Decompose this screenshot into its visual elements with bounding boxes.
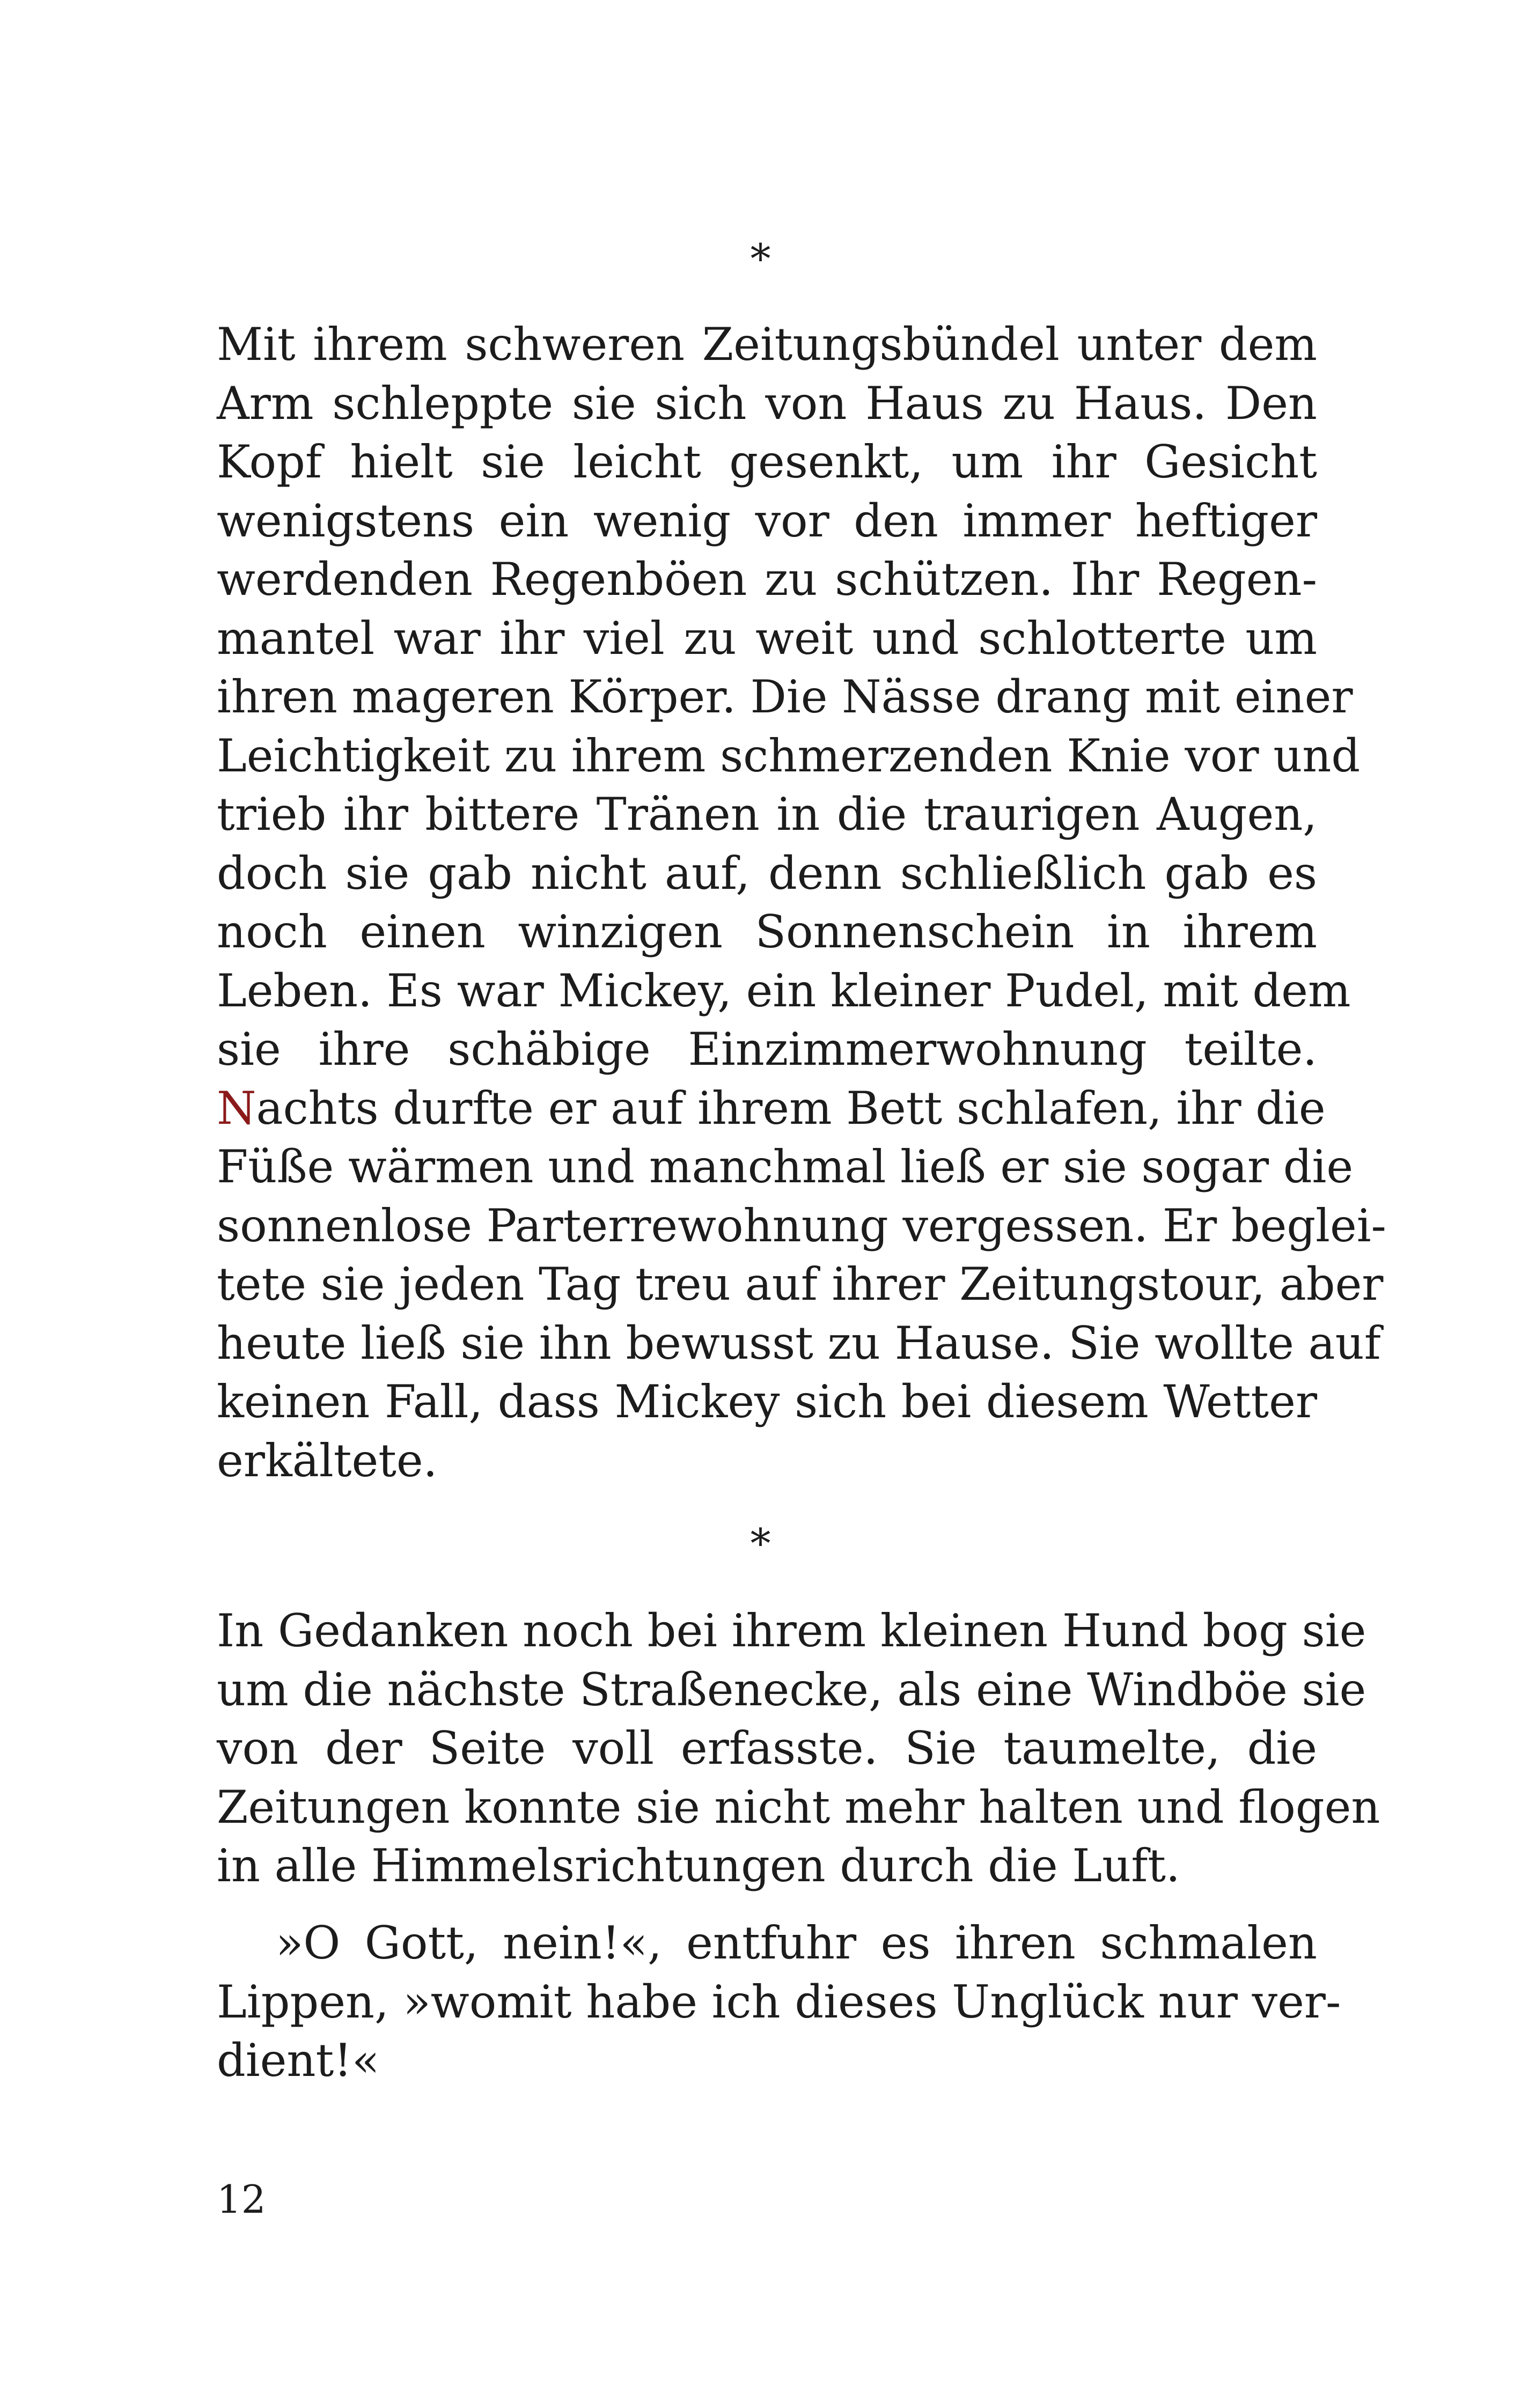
text-line: in alle Himmelsrichtungen durch die Luft. (217, 1839, 1180, 1892)
section-separator-2: * (750, 1520, 771, 1567)
text-line: Lippen, »womit habe ich dieses Unglück nur ver- (217, 1975, 1341, 2028)
text-line: tete sie jeden Tag treu auf ihrer Zeitungstour, aber (217, 1258, 1384, 1310)
accent-letter: N (217, 1081, 256, 1135)
text-line: sonnenlose Parterrewohnung vergessen. Er beglei- (217, 1199, 1386, 1252)
paragraph-1 (217, 315, 1386, 1490)
text-line: Zeitungen konnte sie nicht mehr halten und flogen (217, 1780, 1380, 1833)
text-line: dient!« (217, 2034, 380, 2087)
text-line-rest: achts durfte er auf ihrem Bett schlafen, ihr die (256, 1081, 1326, 1135)
text-line: Kopf hielt sie leicht gesenkt, um ihr Gesicht (217, 436, 1317, 488)
text-line-accent (217, 1079, 1326, 1138)
text-line: Füße wärmen und manchmal ließ er sie sogar die (217, 1140, 1354, 1193)
text-line: wenigstens ein wenig vor den immer heftiger (217, 494, 1317, 547)
text-line: noch einen winzigen Sonnenschein in ihrem (217, 905, 1317, 958)
text-line: trieb ihr bittere Tränen in die traurigen Augen, (217, 788, 1317, 841)
text-line: In Gedanken noch bei ihrem kleinen Hund bog sie (217, 1604, 1366, 1657)
text-line: keinen Fall, dass Mickey sich bei diesem Wetter (217, 1375, 1317, 1428)
section-separator-1: * (750, 235, 771, 283)
page-number: 12 (217, 2177, 266, 2222)
text-line: erkältete. (217, 1434, 438, 1487)
text-line: »O Gott, nein!«, entfuhr es ihren schmalen (276, 1917, 1317, 1969)
text-line: um die nächste Straßenecke, als eine Windböe sie (217, 1663, 1366, 1716)
text-line: Leichtigkeit zu ihrem schmerzenden Knie vor und (217, 729, 1361, 782)
text-line: doch sie gab nicht auf, denn schließlich gab es (217, 846, 1317, 900)
paragraph-3 (217, 1914, 1341, 2090)
text-line: mantel war ihr viel zu weit und schlotterte um (217, 612, 1317, 665)
text-line: Leben. Es war Mickey, ein kleiner Pudel, mit dem (217, 964, 1351, 1017)
text-line: Arm schleppte sie sich von Haus zu Haus. Den (217, 377, 1317, 430)
text-line: werdenden Regenböen zu schützen. Ihr Regen- (217, 553, 1317, 606)
text-line: ihren mageren Körper. Die Nässe drang mit einer (217, 671, 1353, 723)
text-line: Mit ihrem schweren Zeitungsbündel unter dem (217, 318, 1317, 371)
text-line: sie ihre schäbige Einzimmerwohnung teilte. (217, 1023, 1317, 1076)
text-line: heute ließ sie ihn bewusst zu Hause. Sie wollte auf (217, 1316, 1381, 1369)
paragraph-2 (217, 1602, 1380, 1896)
text-line: von der Seite voll erfasste. Sie taumelte, die (217, 1722, 1317, 1774)
